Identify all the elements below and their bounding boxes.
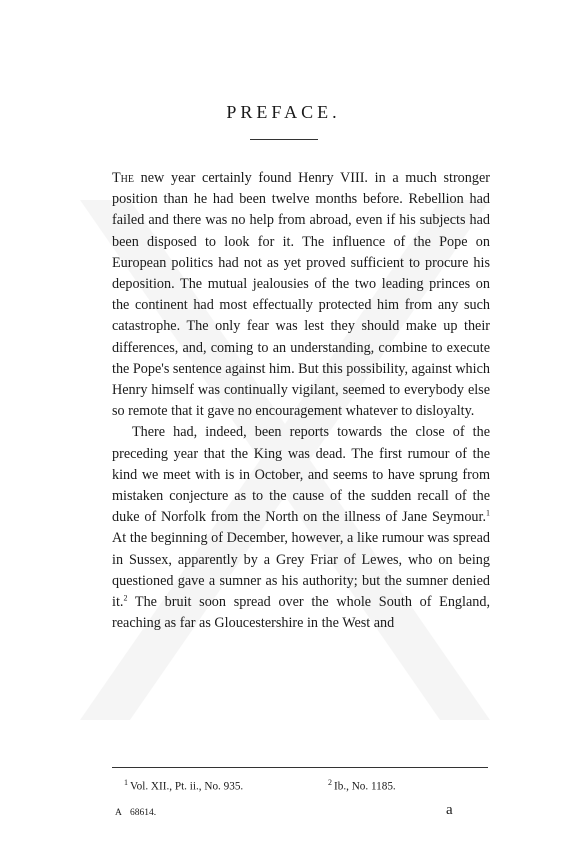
title-divider <box>250 139 318 140</box>
signature-mark: A <box>115 808 122 818</box>
body-text <box>112 168 490 634</box>
paragraph-1 <box>112 168 490 422</box>
footnote-2 <box>328 778 396 793</box>
paragraph-1-text: new year certainly found Henry VIII. in a much stronger position than he had been twelve months before. Rebellion had failed and there was no help from abroad, even if his subjects had been disposed to look for it. The influence of the Pope on European politics had not as yet proved sufficient to procure his deposition. The mutual jealousies of the two leading princes on the continent had most effectually protected him from any such catastrophe. The only fear was lest they should make up their differences, and, coming to an understanding, combine to execute the Pope's sentence against him. But this possibility, against which Henry himself was continually vigilant, seemed to everybody else so remote that it gave no encouragement whatever to disloyalty. <box>112 170 490 420</box>
signature-letter: a <box>446 802 453 818</box>
paragraph-2-part-1: There had, indeed, been reports towards the close of the preceding year that the King was dead. The first rumour of the kind we meet with is in October, and seems to have sprung from mistaken conjecture as to the cause of the sudden recall of the duke of Norfolk from the North on the illness of Jane Seymour. <box>112 424 490 526</box>
page-title: PREFACE. <box>226 102 341 122</box>
footnote-divider <box>112 767 488 768</box>
footnote-2-marker: 2 <box>328 778 332 787</box>
signature-code: 68614. <box>130 808 157 818</box>
footnote-ref-2: 2 <box>123 593 128 603</box>
paragraph-2-part-3: The bruit soon spread over the whole South of England, reaching as far as Gloucestershire in the West and <box>112 594 490 632</box>
footnote-2-text: Ib., No. 1185. <box>334 780 396 793</box>
opening-word: The <box>112 170 134 186</box>
footnote-1 <box>124 778 243 793</box>
footnote-ref-1: 1 <box>486 508 490 518</box>
footnote-1-text: Vol. XII., Pt. ii., No. 935. <box>130 780 244 793</box>
paragraph-2 <box>112 422 490 634</box>
paragraph-2-part-2: At the beginning of December, however, a like rumour was spread in Sussex, apparently by a Grey Friar of Lewes, who on being questioned gave a sumner as his authority; but the sumner denied it. <box>112 530 490 611</box>
footnote-1-marker: 1 <box>124 778 128 787</box>
